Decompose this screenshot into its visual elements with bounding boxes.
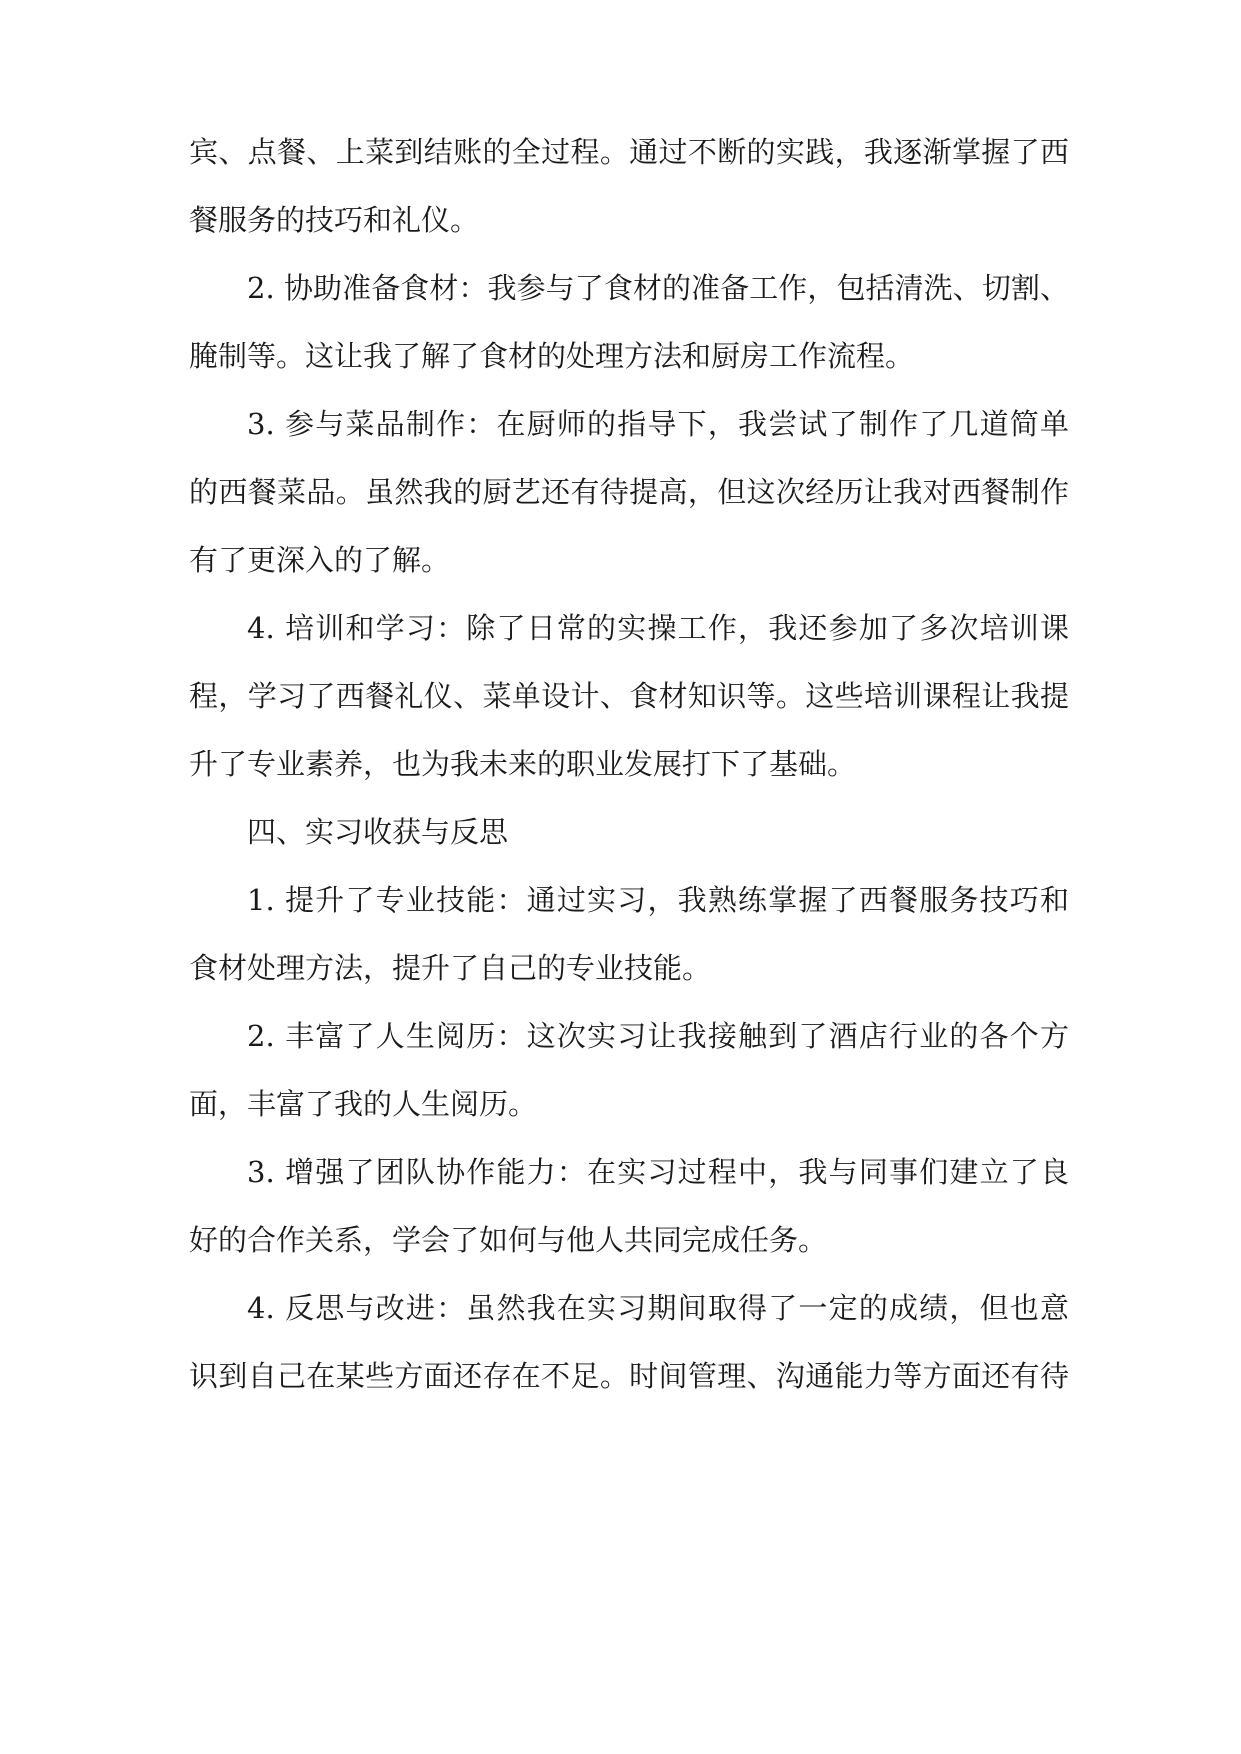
paragraph-line: 2. 丰富了人生阅历：这次实习让我接触到了酒店行业的各个方 [247,1019,1069,1053]
paragraph-line: 食材处理方法，提升了自己的专业技能。 [189,951,712,985]
paragraph-line: 3. 参与菜品制作：在厨师的指导下，我尝试了制作了几道简单 [247,407,1069,441]
paragraph-line: 程，学习了西餐礼仪、菜单设计、食材知识等。这些培训课程让我提 [189,679,1069,713]
section-heading: 四、实习收获与反思 [247,815,509,849]
paragraph-line: 宾、点餐、上菜到结账的全过程。通过不断的实践，我逐渐掌握了西 [189,135,1069,169]
paragraph-line: 好的合作关系，学会了如何与他人共同完成任务。 [189,1223,828,1257]
paragraph-line: 3. 增强了团队协作能力：在实习过程中，我与同事们建立了良 [247,1155,1069,1189]
paragraph-line: 4. 反思与改进：虽然我在实习期间取得了一定的成绩，但也意 [247,1291,1069,1325]
paragraph-line: 1. 提升了专业技能：通过实习，我熟练掌握了西餐服务技巧和 [247,883,1069,917]
paragraph-line: 2. 协助准备食材：我参与了食材的准备工作，包括清洗、切割、 [247,271,1069,305]
paragraph-line: 餐服务的技巧和礼仪。 [189,203,480,237]
paragraph-line: 识到自己在某些方面还存在不足。时间管理、沟通能力等方面还有待 [189,1359,1069,1393]
paragraph-line: 有了更深入的了解。 [189,543,451,577]
paragraph-line: 4. 培训和学习：除了日常的实操工作，我还参加了多次培训课 [247,611,1069,645]
paragraph-line: 面，丰富了我的人生阅历。 [189,1087,538,1121]
paragraph-line: 的西餐菜品。虽然我的厨艺还有待提高，但这次经历让我对西餐制作 [189,475,1069,509]
paragraph-line: 升了专业素养，也为我未来的职业发展打下了基础。 [189,747,857,781]
paragraph-line: 腌制等。这让我了解了食材的处理方法和厨房工作流程。 [189,339,915,373]
